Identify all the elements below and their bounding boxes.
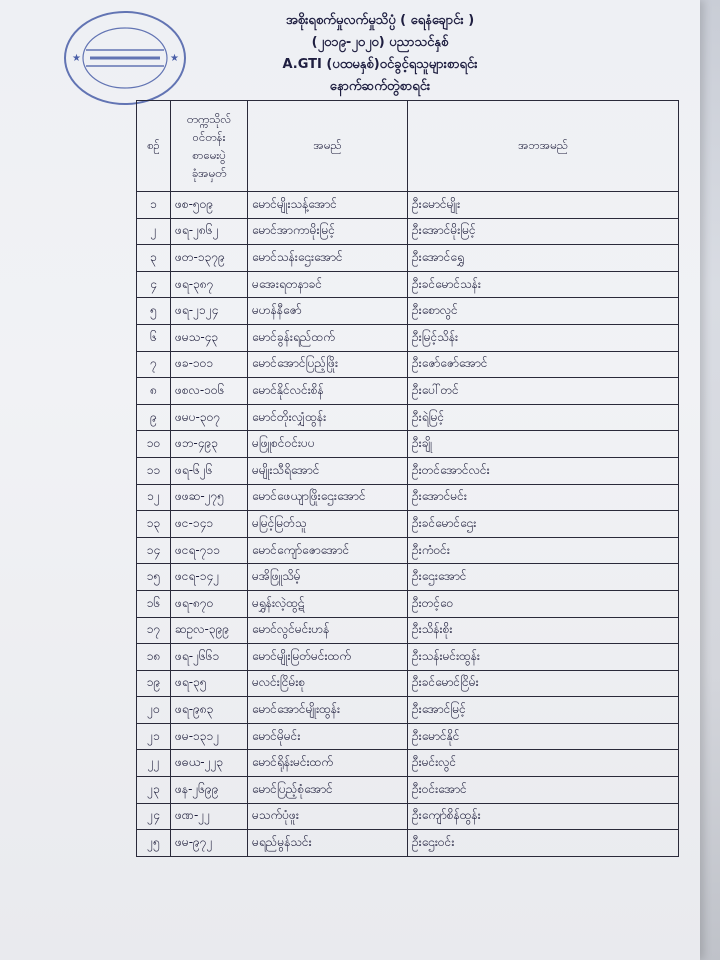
row-roll-number: ဖရ-၃၅: [171, 670, 248, 697]
table-row: [137, 324, 679, 351]
row-student-name: မဖြူစင်ဝင်းပပ: [248, 431, 408, 458]
row-roll-number: ဖမပ-၃၀၇: [171, 404, 248, 431]
row-father-name: ဦးကံဝင်း: [408, 537, 679, 564]
table-row: [137, 245, 679, 272]
row-number: ၁၀: [137, 431, 171, 458]
table-row: [137, 590, 679, 617]
row-father-name: ဦးဌေးအောင်: [408, 564, 679, 591]
row-roll-number: ဖဏ-၂၂: [171, 803, 248, 830]
row-student-name: မောင်တိုးလျှံထွန်း: [248, 404, 408, 431]
row-number: ၃: [137, 245, 171, 272]
table-row: [137, 617, 679, 644]
row-student-name: မောင်မျိုးသန့်အောင်: [248, 192, 408, 219]
row-roll-number: ဖရ-၂၈၆၂: [171, 218, 248, 245]
row-number: ၁၅: [137, 564, 171, 591]
row-father-name: ဦးအောင်ရွှေ: [408, 245, 679, 272]
row-father-name: ဦးမောင်မျိုး: [408, 192, 679, 219]
header-institution: အစိုးရစက်မှုလက်မှုသိပ္ပံ ( ရေနံချောင်း ): [285, 13, 475, 28]
row-student-name: မရွှန်းလဲ့ထွဋ်: [248, 590, 408, 617]
row-student-name: မရည်မွန်သင်း: [248, 830, 408, 857]
row-roll-number: ဆဥလ-၃၉၉: [171, 617, 248, 644]
svg-text:★: ★: [72, 53, 81, 64]
row-student-name: မောင်မျိုးမြတ်မင်းထက်: [248, 644, 408, 671]
table-row: [137, 723, 679, 750]
header-subtitle: နောက်ဆက်တွဲစာရင်း: [329, 79, 431, 94]
row-roll-number: ဖတ-၁၃၇၉: [171, 245, 248, 272]
row-number: ၁၆: [137, 590, 171, 617]
row-student-name: မောင်အာကာမိုးမြင့်: [248, 218, 408, 245]
row-student-name: မသက်ပုံဖူး: [248, 803, 408, 830]
row-number: ၅: [137, 298, 171, 325]
row-roll-number: ဖရ-၂၆၆၁: [171, 644, 248, 671]
row-roll-number: ဖရ-၆၂၆: [171, 457, 248, 484]
row-student-name: မောင်အောင်မျိုးထွန်း: [248, 697, 408, 724]
row-number: ၂၀: [137, 697, 171, 724]
header-exam-line3: စာမေးပွဲ: [192, 148, 226, 162]
row-father-name: ဦးဝင်းအောင်: [408, 777, 679, 804]
row-number: ၁၄: [137, 537, 171, 564]
header-no: စဉ်: [137, 101, 171, 192]
header-exam-line4: ခုံအမှတ်: [191, 166, 227, 180]
row-student-name: မမျိုးသီရိအောင်: [248, 457, 408, 484]
header-academic-year: (၂၀၁၉-၂၀၂၀) ပညာသင်နှစ်: [311, 35, 449, 50]
row-roll-number: ဖမ-၁၃၁၂: [171, 723, 248, 750]
table-row: [137, 830, 679, 857]
row-roll-number: ဖခ-၁၀၁: [171, 351, 248, 378]
row-roll-number: ဖရ-၈၇၀: [171, 590, 248, 617]
table-row: [137, 351, 679, 378]
table-row: [137, 537, 679, 564]
row-number: ၂၂: [137, 750, 171, 777]
table-header-row: [137, 101, 679, 192]
row-student-name: မောင်မိုမင်း: [248, 723, 408, 750]
row-father-name: ဦးပေါ်တင်: [408, 378, 679, 405]
row-number: ၁၇: [137, 617, 171, 644]
row-number: ၇: [137, 351, 171, 378]
row-number: ၁: [137, 192, 171, 219]
row-father-name: ဦးမြင့်သိန်း: [408, 324, 679, 351]
table-row: [137, 378, 679, 405]
admission-list-table: [136, 100, 679, 857]
header-name: အမည်: [248, 101, 408, 192]
row-student-name: မဟန်နီဇော်: [248, 298, 408, 325]
table-row: [137, 218, 679, 245]
row-student-name: မောင်ကျော်ဇောအောင်: [248, 537, 408, 564]
table-row: [137, 697, 679, 724]
row-student-name: မောင်နိုင်လင်းစိန်: [248, 378, 408, 405]
row-roll-number: ဖစ-၅၀၉: [171, 192, 248, 219]
row-student-name: မောင်ခွန်းရည်ထက်: [248, 324, 408, 351]
row-roll-number: ဖရ-၉၈၃: [171, 697, 248, 724]
row-roll-number: ဖဖဆ-၂၇၅: [171, 484, 248, 511]
row-number: ၁၂: [137, 484, 171, 511]
row-roll-number: ဖမ-၉၇၂: [171, 830, 248, 857]
table-row: [137, 404, 679, 431]
row-father-name: ဦးအောင်မိုးမြင့်: [408, 218, 679, 245]
row-father-name: ဦးမင်းလွင်: [408, 750, 679, 777]
row-roll-number: ဖရ-၃၈၇: [171, 271, 248, 298]
table-row: [137, 750, 679, 777]
row-roll-number: ဖရ-၂၁၂၄: [171, 298, 248, 325]
row-number: ၈: [137, 378, 171, 405]
row-student-name: မောင်ပြည့်စုံအောင်: [248, 777, 408, 804]
row-father-name: ဦးခင်မောင်ဌေး: [408, 511, 679, 538]
row-number: ၂၁: [137, 723, 171, 750]
document-header: [200, 10, 560, 98]
row-father-name: ဦးဌေးဝင်း: [408, 830, 679, 857]
row-roll-number: ဖစလ-၁၀၆: [171, 378, 248, 405]
row-father-name: ဦးအောင်မင်း: [408, 484, 679, 511]
row-father-name: ဦးတင်အောင်လင်း: [408, 457, 679, 484]
row-student-name: မအိဖြူသိမ့်: [248, 564, 408, 591]
table-row: [137, 271, 679, 298]
row-number: ၂: [137, 218, 171, 245]
row-father-name: ဦးအောင်မြင့်: [408, 697, 679, 724]
row-father-name: ဦးရဲမြင့်: [408, 404, 679, 431]
row-father-name: ဦးခင်မောင်သန်း: [408, 271, 679, 298]
row-number: ၄: [137, 271, 171, 298]
header-exam-line2: ဝင်တန်း: [192, 130, 226, 144]
row-roll-number: ဖဘ-၄၉၃: [171, 431, 248, 458]
row-student-name: မမြင့်မြတ်သူ: [248, 511, 408, 538]
table-row: [137, 192, 679, 219]
header-title: A.GTI (ပထမနှစ်)ဝင်ခွင့်ရသူများစာရင်း: [282, 57, 478, 72]
row-student-name: မောင်လွင်မင်းဟန်: [248, 617, 408, 644]
row-number: ၆: [137, 324, 171, 351]
row-number: ၁၉: [137, 670, 171, 697]
row-number: ၁၃: [137, 511, 171, 538]
table-row: [137, 803, 679, 830]
row-number: ၂၃: [137, 777, 171, 804]
header-exam-line1: တက္ကသိုလ်: [186, 112, 232, 126]
header-exam-roll: [171, 101, 248, 192]
row-roll-number: ဖမသ-၄၃: [171, 324, 248, 351]
row-roll-number: ဖန-၂၆၉၉: [171, 777, 248, 804]
row-number: ၂၅: [137, 830, 171, 857]
row-roll-number: ဖငရ-၁၄၂: [171, 564, 248, 591]
row-father-name: ဦးမောင်နိုင်: [408, 723, 679, 750]
row-student-name: မလင်းငြိမ်းစု: [248, 670, 408, 697]
svg-text:★: ★: [170, 53, 179, 64]
row-student-name: မောင်အောင်ပြည့်ဖြိုး: [248, 351, 408, 378]
row-student-name: မောင်ရိုန်းမင်းထက်: [248, 750, 408, 777]
table-row: [137, 564, 679, 591]
row-number: ၉: [137, 404, 171, 431]
row-father-name: ဦးဇော်ဇော်အောင်: [408, 351, 679, 378]
row-number: ၁၈: [137, 644, 171, 671]
table-row: [137, 511, 679, 538]
row-father-name: ဦးစောလွင်: [408, 298, 679, 325]
row-roll-number: ဖင-၁၄၁: [171, 511, 248, 538]
row-father-name: ဦးချို: [408, 431, 679, 458]
row-number: ၂၄: [137, 803, 171, 830]
row-father-name: ဦးတင့်ဝေ: [408, 590, 679, 617]
row-student-name: မောင်ဖေယျာဖြိုးဌေးအောင်: [248, 484, 408, 511]
header-father-name: အဘအမည်: [408, 101, 679, 192]
official-seal: [60, 8, 190, 108]
row-student-name: မောင်သန်းဌေးအောင်: [248, 245, 408, 272]
row-student-name: မအေးရတနာခင်: [248, 271, 408, 298]
row-father-name: ဦးကျော်စိန်ထွန်း: [408, 803, 679, 830]
row-father-name: ဦးသန်းမင်းထွန်း: [408, 644, 679, 671]
table-row: [137, 670, 679, 697]
table-row: [137, 298, 679, 325]
row-roll-number: ဖငရ-၇၁၁: [171, 537, 248, 564]
row-father-name: ဦးသိန်းစိုး: [408, 617, 679, 644]
row-father-name: ဦးခင်မောင်ငြိမ်း: [408, 670, 679, 697]
table-row: [137, 457, 679, 484]
table-row: [137, 777, 679, 804]
row-roll-number: ဖဓယ-၂၂၃: [171, 750, 248, 777]
table-row: [137, 431, 679, 458]
table-row: [137, 644, 679, 671]
table-row: [137, 484, 679, 511]
row-number: ၁၁: [137, 457, 171, 484]
